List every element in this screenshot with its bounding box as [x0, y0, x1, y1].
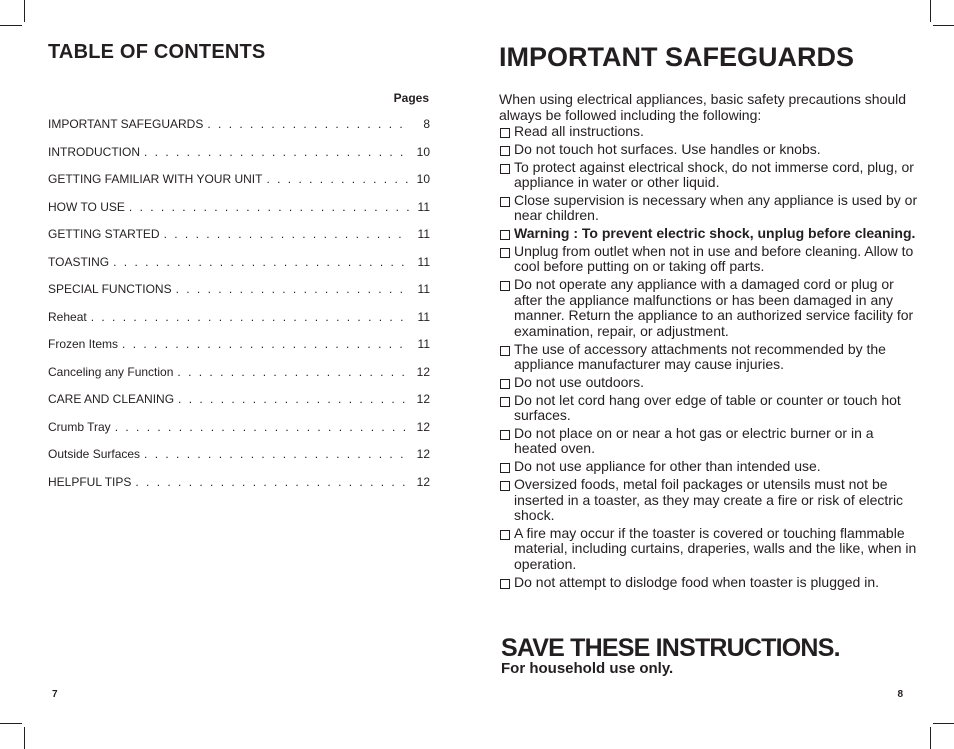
safeguard-item: [499, 124, 919, 140]
safeguard-item: [499, 526, 919, 573]
toc-entry: [48, 447, 430, 475]
pages-header: Pages: [393, 91, 429, 105]
toc-entry-label: IMPORTANT SAFEGUARDS: [48, 117, 204, 131]
safeguards-intro: When using electrical appliances, basic safety precautions should always be followed including the following:: [499, 91, 907, 123]
toc-entry-page: 11: [417, 199, 430, 214]
safeguard-text: Close supervision is necessary when any appliance is used by or near children.: [514, 191, 918, 224]
safeguard-item: [499, 459, 919, 475]
page-number: 8: [897, 689, 903, 700]
safeguard-text: A fire may occur if the toaster is covered or touching flammable material, including curtains, draperies, walls and the like, when in operation.: [514, 524, 917, 572]
toc-leader-dots: [91, 310, 410, 324]
toc-leader-dots: [129, 200, 410, 214]
toc-leader-dots: [207, 117, 410, 131]
toc-entry-page: 12: [416, 447, 430, 461]
crop-mark: [933, 25, 954, 26]
crop-mark: [930, 0, 931, 22]
safeguard-text: Do not use appliance for other than intended use.: [514, 458, 821, 475]
checkbox-bullet-icon: [500, 430, 510, 440]
crop-mark: [0, 25, 22, 26]
checkbox-bullet-icon: [500, 397, 510, 407]
crop-mark: [933, 723, 954, 724]
toc-entry-page: 11: [417, 309, 430, 324]
toc-entry-page: 11: [417, 337, 430, 351]
toc-entry-label: CARE AND CLEANING: [48, 392, 175, 406]
safeguard-item: [499, 375, 919, 391]
toc-entry-label: GETTING FAMILIAR WITH YOUR UNIT: [48, 172, 263, 186]
safeguards-title: IMPORTANT SAFEGUARDS: [499, 42, 854, 72]
warning-item: [499, 226, 919, 242]
toc-entry: [48, 145, 430, 173]
safeguard-item: [499, 477, 919, 524]
safeguard-text: Do not touch hot surfaces. Use handles or knobs.: [514, 140, 821, 157]
toc-entry: [48, 172, 430, 200]
safeguard-text: Read all instructions.: [514, 123, 644, 139]
safeguard-text: Do not attempt to dislodge food when toaster is plugged in.: [514, 573, 880, 590]
toc-entry-label: GETTING STARTED: [48, 227, 160, 241]
toc-entry-label: Canceling any Function: [48, 364, 174, 379]
safeguard-text: Do not let cord hang over edge of table or counter or touch hot surfaces.: [514, 391, 901, 424]
checkbox-bullet-icon: [500, 248, 510, 258]
safeguard-text: To protect against electrical shock, do not immerse cord, plug, or appliance in water or other liquid.: [514, 158, 914, 191]
toc-entry-label: Reheat: [48, 309, 87, 324]
crop-mark: [24, 727, 25, 749]
checkbox-bullet-icon: [500, 164, 510, 174]
save-instructions-heading: SAVE THESE INSTRUCTIONS.: [501, 634, 840, 662]
toc-leader-dots: [266, 172, 410, 186]
toc-entry: [48, 255, 430, 283]
checkbox-bullet-icon: [500, 530, 510, 540]
checkbox-bullet-icon: [500, 481, 510, 491]
checkbox-bullet-icon: [500, 281, 510, 291]
left-page: [48, 0, 430, 749]
safeguard-item: [499, 426, 919, 457]
safeguard-text: Oversized foods, metal foil packages or utensils must not be inserted in a toaster, as they may create a fire or risk of electric shock.: [514, 476, 904, 524]
toc-entry: [48, 420, 430, 448]
toc-entry-page: 11: [417, 254, 430, 269]
safeguard-item: [499, 142, 919, 158]
checkbox-bullet-icon: [500, 230, 510, 240]
toc-entry: [48, 475, 430, 503]
toc-entry-label: TOASTING: [48, 254, 110, 269]
checkbox-bullet-icon: [500, 146, 510, 156]
toc-entry-page: 10: [416, 172, 430, 186]
toc-entry-label: SPECIAL FUNCTIONS: [48, 282, 172, 296]
toc-entry: [48, 310, 430, 338]
toc-entry: [48, 337, 430, 365]
toc-entry: [48, 227, 430, 255]
safeguard-text: Do not operate any appliance with a damaged cord or plug or after the appliance malfunctions or has been damaged in any manner. Return the appliance to an authorized service facility for examination, repair, or adjustment.: [514, 276, 914, 339]
safeguard-text: Do not use outdoors.: [514, 373, 644, 390]
safeguard-item: [499, 244, 919, 275]
toc-entry: [48, 282, 430, 310]
toc-entry-page: 12: [416, 474, 430, 489]
toc-leader-dots: [144, 447, 410, 461]
toc-list: [48, 117, 430, 502]
crop-mark: [24, 0, 25, 22]
toc-leader-dots: [178, 392, 410, 406]
toc-entry-label: Crumb Tray: [48, 419, 111, 434]
safeguard-item: [499, 193, 919, 224]
safeguard-item: [499, 393, 919, 424]
checkbox-bullet-icon: [500, 463, 510, 473]
checkbox-bullet-icon: [500, 197, 510, 207]
toc-entry-page: 8: [423, 117, 430, 131]
safeguard-item: [499, 575, 919, 591]
household-use-note: For household use only.: [501, 660, 674, 677]
toc-entry-page: 12: [416, 364, 430, 379]
crop-mark: [0, 723, 22, 724]
right-page: [499, 0, 919, 749]
toc-entry: [48, 200, 430, 228]
toc-entry-label: Outside Surfaces: [48, 447, 141, 461]
safeguard-item: [499, 277, 919, 339]
toc-entry-page: 10: [416, 144, 430, 159]
safeguard-text: Unplug from outlet when not in use and before cleaning. Allow to cool before putting on or taking off parts.: [514, 242, 914, 275]
safeguard-item: [499, 342, 919, 373]
toc-entry-label: HELPFUL TIPS: [48, 474, 132, 489]
toc-leader-dots: [135, 475, 410, 489]
safeguards-list: [499, 124, 919, 592]
checkbox-bullet-icon: [500, 346, 510, 356]
safeguard-text: Warning : To prevent electric shock, unplug before cleaning.: [514, 225, 916, 242]
checkbox-bullet-icon: [500, 379, 510, 389]
toc-leader-dots: [113, 255, 410, 269]
toc-entry-label: INTRODUCTION: [48, 144, 140, 159]
checkbox-bullet-icon: [500, 128, 510, 138]
toc-entry: [48, 392, 430, 420]
toc-entry: [48, 365, 430, 393]
toc-entry-label: Frozen Items: [48, 337, 119, 351]
toc-leader-dots: [177, 365, 410, 379]
toc-leader-dots: [115, 420, 410, 434]
toc-leader-dots: [176, 282, 410, 296]
toc-entry-page: 11: [417, 282, 430, 296]
page-number: 7: [52, 689, 58, 700]
toc-entry-page: 12: [416, 419, 430, 434]
toc-entry-page: 12: [416, 392, 430, 406]
toc-leader-dots: [164, 227, 410, 241]
toc-entry: [48, 117, 430, 145]
safeguard-text: The use of accessory attachments not recommended by the appliance manufacturer may cause injuries.: [514, 340, 886, 373]
toc-leader-dots: [122, 337, 410, 351]
safeguard-item: [499, 160, 919, 191]
safeguard-text: Do not place on or near a hot gas or electric burner or in a heated oven.: [514, 424, 874, 457]
toc-title: TABLE OF CONTENTS: [48, 41, 266, 63]
checkbox-bullet-icon: [500, 579, 510, 589]
toc-leader-dots: [144, 145, 410, 159]
toc-entry-label: HOW TO USE: [48, 199, 125, 214]
crop-mark: [930, 727, 931, 749]
toc-entry-page: 11: [417, 227, 430, 241]
